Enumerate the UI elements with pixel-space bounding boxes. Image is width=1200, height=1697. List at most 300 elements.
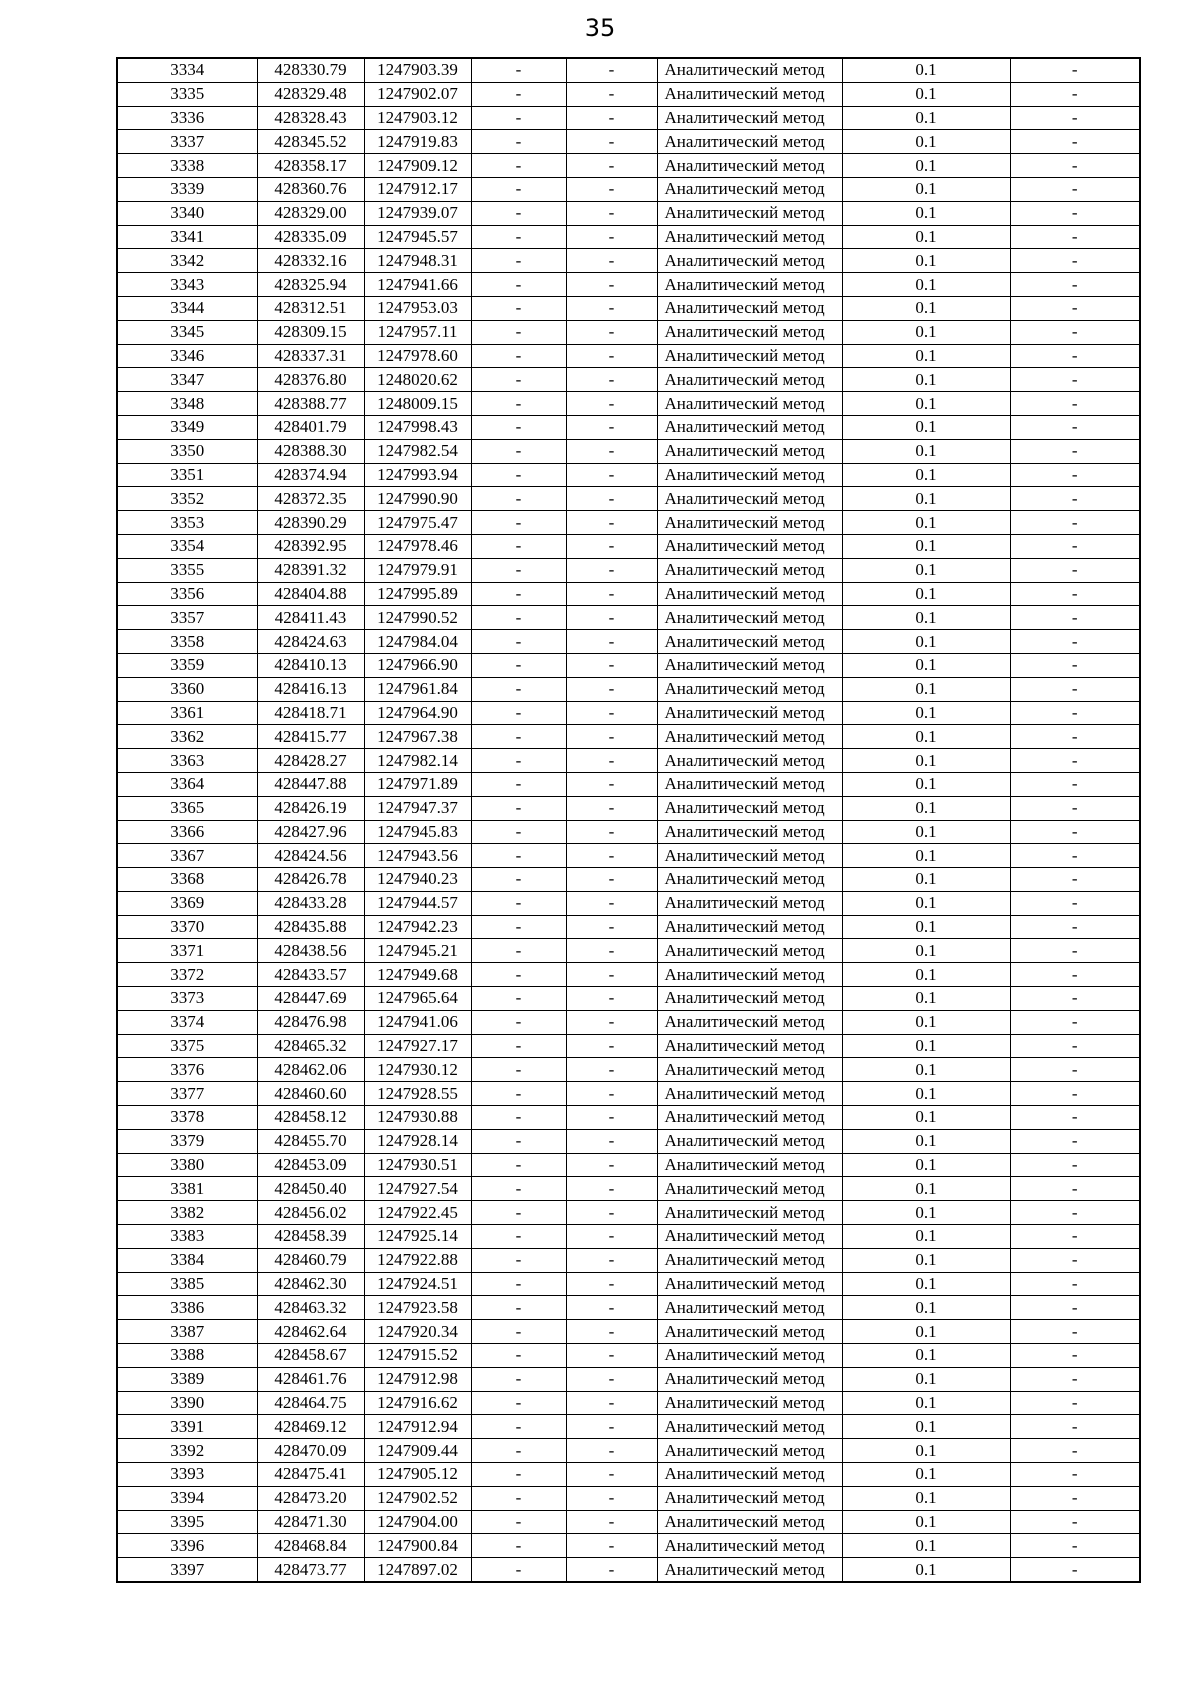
empty-value-cell: - [566, 1510, 657, 1534]
empty-value-cell: - [1010, 1415, 1140, 1439]
table-row [117, 630, 1140, 654]
empty-value-cell: - [1010, 1391, 1140, 1415]
table-row [117, 1367, 1140, 1391]
empty-value-cell: - [566, 677, 657, 701]
empty-value-cell: - [566, 1129, 657, 1153]
table-row [117, 1248, 1140, 1272]
accuracy-cell: 0.1 [842, 558, 1010, 582]
x-coordinate-cell: 428330.79 [257, 58, 364, 82]
empty-value-cell: - [566, 1225, 657, 1249]
method-cell: Аналитический метод [657, 939, 842, 963]
point-number-cell: 3380 [117, 1153, 257, 1177]
empty-value-cell: - [1010, 463, 1140, 487]
empty-value-cell: - [1010, 415, 1140, 439]
point-number-cell: 3383 [117, 1225, 257, 1249]
empty-value-cell: - [566, 534, 657, 558]
empty-value-cell: - [1010, 320, 1140, 344]
empty-value-cell: - [1010, 772, 1140, 796]
point-number-cell: 3351 [117, 463, 257, 487]
empty-value-cell: - [471, 1510, 566, 1534]
method-cell: Аналитический метод [657, 772, 842, 796]
point-number-cell: 3357 [117, 606, 257, 630]
empty-value-cell: - [566, 344, 657, 368]
empty-value-cell: - [1010, 344, 1140, 368]
accuracy-cell: 0.1 [842, 1463, 1010, 1487]
empty-value-cell: - [566, 749, 657, 773]
empty-value-cell: - [471, 1272, 566, 1296]
empty-value-cell: - [471, 296, 566, 320]
empty-value-cell: - [1010, 273, 1140, 297]
point-number-cell: 3382 [117, 1201, 257, 1225]
x-coordinate-cell: 428473.77 [257, 1558, 364, 1582]
point-number-cell: 3365 [117, 796, 257, 820]
point-number-cell: 3361 [117, 701, 257, 725]
empty-value-cell: - [471, 273, 566, 297]
empty-value-cell: - [566, 1248, 657, 1272]
x-coordinate-cell: 428358.17 [257, 154, 364, 178]
empty-value-cell: - [1010, 606, 1140, 630]
method-cell: Аналитический метод [657, 106, 842, 130]
method-cell: Аналитический метод [657, 415, 842, 439]
table-body [117, 58, 1140, 1582]
y-coordinate-cell: 1247903.12 [364, 106, 471, 130]
empty-value-cell: - [471, 58, 566, 82]
empty-value-cell: - [566, 891, 657, 915]
table-row [117, 463, 1140, 487]
empty-value-cell: - [566, 273, 657, 297]
empty-value-cell: - [566, 987, 657, 1011]
point-number-cell: 3347 [117, 368, 257, 392]
empty-value-cell: - [471, 987, 566, 1011]
y-coordinate-cell: 1247909.44 [364, 1439, 471, 1463]
x-coordinate-cell: 428337.31 [257, 344, 364, 368]
point-number-cell: 3367 [117, 844, 257, 868]
table-row [117, 1153, 1140, 1177]
method-cell: Аналитический метод [657, 915, 842, 939]
y-coordinate-cell: 1247949.68 [364, 963, 471, 987]
y-coordinate-cell: 1247998.43 [364, 415, 471, 439]
accuracy-cell: 0.1 [842, 1534, 1010, 1558]
empty-value-cell: - [1010, 154, 1140, 178]
empty-value-cell: - [1010, 796, 1140, 820]
method-cell: Аналитический метод [657, 534, 842, 558]
point-number-cell: 3341 [117, 225, 257, 249]
accuracy-cell: 0.1 [842, 1415, 1010, 1439]
y-coordinate-cell: 1247902.52 [364, 1486, 471, 1510]
empty-value-cell: - [1010, 1486, 1140, 1510]
method-cell: Аналитический метод [657, 963, 842, 987]
empty-value-cell: - [471, 915, 566, 939]
empty-value-cell: - [566, 1058, 657, 1082]
empty-value-cell: - [1010, 653, 1140, 677]
method-cell: Аналитический метод [657, 1153, 842, 1177]
empty-value-cell: - [471, 1415, 566, 1439]
empty-value-cell: - [1010, 1558, 1140, 1582]
empty-value-cell: - [471, 1534, 566, 1558]
point-number-cell: 3390 [117, 1391, 257, 1415]
empty-value-cell: - [471, 1106, 566, 1130]
table-row [117, 772, 1140, 796]
y-coordinate-cell: 1247930.51 [364, 1153, 471, 1177]
accuracy-cell: 0.1 [842, 987, 1010, 1011]
y-coordinate-cell: 1248009.15 [364, 392, 471, 416]
x-coordinate-cell: 428392.95 [257, 534, 364, 558]
table-row [117, 487, 1140, 511]
x-coordinate-cell: 428376.80 [257, 368, 364, 392]
point-number-cell: 3397 [117, 1558, 257, 1582]
point-number-cell: 3377 [117, 1082, 257, 1106]
empty-value-cell: - [566, 630, 657, 654]
method-cell: Аналитический метод [657, 1225, 842, 1249]
point-number-cell: 3350 [117, 439, 257, 463]
table-row [117, 368, 1140, 392]
empty-value-cell: - [1010, 1272, 1140, 1296]
x-coordinate-cell: 428418.71 [257, 701, 364, 725]
table-row [117, 1272, 1140, 1296]
empty-value-cell: - [1010, 201, 1140, 225]
table-row [117, 439, 1140, 463]
x-coordinate-cell: 428390.29 [257, 511, 364, 535]
table-row [117, 1296, 1140, 1320]
empty-value-cell: - [471, 891, 566, 915]
y-coordinate-cell: 1247927.54 [364, 1177, 471, 1201]
empty-value-cell: - [471, 606, 566, 630]
table-row [117, 868, 1140, 892]
accuracy-cell: 0.1 [842, 1367, 1010, 1391]
table-row [117, 534, 1140, 558]
accuracy-cell: 0.1 [842, 582, 1010, 606]
accuracy-cell: 0.1 [842, 130, 1010, 154]
empty-value-cell: - [471, 796, 566, 820]
empty-value-cell: - [566, 606, 657, 630]
empty-value-cell: - [566, 1272, 657, 1296]
empty-value-cell: - [471, 1153, 566, 1177]
empty-value-cell: - [566, 963, 657, 987]
empty-value-cell: - [471, 582, 566, 606]
table-row [117, 106, 1140, 130]
method-cell: Аналитический метод [657, 868, 842, 892]
method-cell: Аналитический метод [657, 891, 842, 915]
empty-value-cell: - [471, 1296, 566, 1320]
x-coordinate-cell: 428427.96 [257, 820, 364, 844]
accuracy-cell: 0.1 [842, 249, 1010, 273]
empty-value-cell: - [471, 868, 566, 892]
empty-value-cell: - [471, 392, 566, 416]
y-coordinate-cell: 1247971.89 [364, 772, 471, 796]
empty-value-cell: - [1010, 1225, 1140, 1249]
table-row [117, 201, 1140, 225]
table-row [117, 725, 1140, 749]
point-number-cell: 3396 [117, 1534, 257, 1558]
x-coordinate-cell: 428328.43 [257, 106, 364, 130]
y-coordinate-cell: 1247924.51 [364, 1272, 471, 1296]
empty-value-cell: - [566, 368, 657, 392]
method-cell: Аналитический метод [657, 1510, 842, 1534]
empty-value-cell: - [1010, 1534, 1140, 1558]
empty-value-cell: - [566, 772, 657, 796]
y-coordinate-cell: 1247904.00 [364, 1510, 471, 1534]
y-coordinate-cell: 1247905.12 [364, 1463, 471, 1487]
accuracy-cell: 0.1 [842, 201, 1010, 225]
method-cell: Аналитический метод [657, 677, 842, 701]
empty-value-cell: - [1010, 1177, 1140, 1201]
method-cell: Аналитический метод [657, 1296, 842, 1320]
accuracy-cell: 0.1 [842, 1344, 1010, 1368]
point-number-cell: 3355 [117, 558, 257, 582]
table-row [117, 558, 1140, 582]
method-cell: Аналитический метод [657, 463, 842, 487]
empty-value-cell: - [566, 1344, 657, 1368]
x-coordinate-cell: 428470.09 [257, 1439, 364, 1463]
empty-value-cell: - [566, 392, 657, 416]
empty-value-cell: - [471, 749, 566, 773]
empty-value-cell: - [471, 701, 566, 725]
x-coordinate-cell: 428475.41 [257, 1463, 364, 1487]
empty-value-cell: - [1010, 725, 1140, 749]
accuracy-cell: 0.1 [842, 677, 1010, 701]
x-coordinate-cell: 428391.32 [257, 558, 364, 582]
empty-value-cell: - [1010, 225, 1140, 249]
y-coordinate-cell: 1247993.94 [364, 463, 471, 487]
table-row [117, 1201, 1140, 1225]
empty-value-cell: - [566, 320, 657, 344]
x-coordinate-cell: 428468.84 [257, 1534, 364, 1558]
accuracy-cell: 0.1 [842, 392, 1010, 416]
x-coordinate-cell: 428463.32 [257, 1296, 364, 1320]
table-row [117, 1344, 1140, 1368]
point-number-cell: 3346 [117, 344, 257, 368]
accuracy-cell: 0.1 [842, 368, 1010, 392]
empty-value-cell: - [471, 939, 566, 963]
empty-value-cell: - [1010, 1010, 1140, 1034]
y-coordinate-cell: 1247978.46 [364, 534, 471, 558]
empty-value-cell: - [1010, 439, 1140, 463]
empty-value-cell: - [566, 1415, 657, 1439]
x-coordinate-cell: 428428.27 [257, 749, 364, 773]
accuracy-cell: 0.1 [842, 225, 1010, 249]
accuracy-cell: 0.1 [842, 487, 1010, 511]
y-coordinate-cell: 1247961.84 [364, 677, 471, 701]
table-row [117, 1129, 1140, 1153]
empty-value-cell: - [471, 225, 566, 249]
point-number-cell: 3372 [117, 963, 257, 987]
x-coordinate-cell: 428404.88 [257, 582, 364, 606]
method-cell: Аналитический метод [657, 201, 842, 225]
point-number-cell: 3340 [117, 201, 257, 225]
empty-value-cell: - [566, 915, 657, 939]
empty-value-cell: - [1010, 558, 1140, 582]
x-coordinate-cell: 428464.75 [257, 1391, 364, 1415]
empty-value-cell: - [471, 463, 566, 487]
y-coordinate-cell: 1247945.83 [364, 820, 471, 844]
method-cell: Аналитический метод [657, 1272, 842, 1296]
point-number-cell: 3394 [117, 1486, 257, 1510]
point-number-cell: 3344 [117, 296, 257, 320]
y-coordinate-cell: 1247942.23 [364, 915, 471, 939]
x-coordinate-cell: 428335.09 [257, 225, 364, 249]
x-coordinate-cell: 428455.70 [257, 1129, 364, 1153]
empty-value-cell: - [566, 1010, 657, 1034]
x-coordinate-cell: 428460.79 [257, 1248, 364, 1272]
accuracy-cell: 0.1 [842, 725, 1010, 749]
table-row [117, 58, 1140, 82]
accuracy-cell: 0.1 [842, 1058, 1010, 1082]
table-row [117, 582, 1140, 606]
x-coordinate-cell: 428476.98 [257, 1010, 364, 1034]
empty-value-cell: - [1010, 844, 1140, 868]
table-row [117, 749, 1140, 773]
empty-value-cell: - [471, 558, 566, 582]
accuracy-cell: 0.1 [842, 1010, 1010, 1034]
x-coordinate-cell: 428450.40 [257, 1177, 364, 1201]
accuracy-cell: 0.1 [842, 1248, 1010, 1272]
empty-value-cell: - [1010, 177, 1140, 201]
method-cell: Аналитический метод [657, 368, 842, 392]
point-number-cell: 3345 [117, 320, 257, 344]
method-cell: Аналитический метод [657, 1129, 842, 1153]
empty-value-cell: - [566, 1177, 657, 1201]
y-coordinate-cell: 1247982.14 [364, 749, 471, 773]
x-coordinate-cell: 428456.02 [257, 1201, 364, 1225]
empty-value-cell: - [1010, 820, 1140, 844]
table-row [117, 1415, 1140, 1439]
empty-value-cell: - [1010, 987, 1140, 1011]
y-coordinate-cell: 1247912.94 [364, 1415, 471, 1439]
empty-value-cell: - [471, 1344, 566, 1368]
method-cell: Аналитический метод [657, 58, 842, 82]
accuracy-cell: 0.1 [842, 344, 1010, 368]
y-coordinate-cell: 1247965.64 [364, 987, 471, 1011]
empty-value-cell: - [471, 344, 566, 368]
accuracy-cell: 0.1 [842, 701, 1010, 725]
accuracy-cell: 0.1 [842, 177, 1010, 201]
y-coordinate-cell: 1247979.91 [364, 558, 471, 582]
empty-value-cell: - [566, 701, 657, 725]
empty-value-cell: - [471, 772, 566, 796]
point-number-cell: 3384 [117, 1248, 257, 1272]
point-number-cell: 3378 [117, 1106, 257, 1130]
empty-value-cell: - [566, 844, 657, 868]
x-coordinate-cell: 428461.76 [257, 1367, 364, 1391]
empty-value-cell: - [1010, 130, 1140, 154]
empty-value-cell: - [1010, 1153, 1140, 1177]
empty-value-cell: - [566, 249, 657, 273]
method-cell: Аналитический метод [657, 1248, 842, 1272]
table-row [117, 796, 1140, 820]
y-coordinate-cell: 1247984.04 [364, 630, 471, 654]
empty-value-cell: - [1010, 58, 1140, 82]
y-coordinate-cell: 1247947.37 [364, 796, 471, 820]
empty-value-cell: - [1010, 1296, 1140, 1320]
point-number-cell: 3388 [117, 1344, 257, 1368]
x-coordinate-cell: 428410.13 [257, 653, 364, 677]
empty-value-cell: - [566, 106, 657, 130]
x-coordinate-cell: 428426.78 [257, 868, 364, 892]
empty-value-cell: - [566, 225, 657, 249]
accuracy-cell: 0.1 [842, 915, 1010, 939]
empty-value-cell: - [1010, 1058, 1140, 1082]
y-coordinate-cell: 1247915.52 [364, 1344, 471, 1368]
method-cell: Аналитический метод [657, 1010, 842, 1034]
x-coordinate-cell: 428424.63 [257, 630, 364, 654]
method-cell: Аналитический метод [657, 1486, 842, 1510]
x-coordinate-cell: 428453.09 [257, 1153, 364, 1177]
accuracy-cell: 0.1 [842, 82, 1010, 106]
empty-value-cell: - [1010, 630, 1140, 654]
point-number-cell: 3338 [117, 154, 257, 178]
x-coordinate-cell: 428329.00 [257, 201, 364, 225]
y-coordinate-cell: 1247995.89 [364, 582, 471, 606]
accuracy-cell: 0.1 [842, 868, 1010, 892]
table-row [117, 273, 1140, 297]
empty-value-cell: - [566, 820, 657, 844]
empty-value-cell: - [1010, 939, 1140, 963]
table-row [117, 891, 1140, 915]
table-row [117, 606, 1140, 630]
point-number-cell: 3363 [117, 749, 257, 773]
empty-value-cell: - [566, 130, 657, 154]
point-number-cell: 3364 [117, 772, 257, 796]
method-cell: Аналитический метод [657, 1058, 842, 1082]
method-cell: Аналитический метод [657, 582, 842, 606]
coordinates-table [116, 57, 1141, 1583]
y-coordinate-cell: 1247925.14 [364, 1225, 471, 1249]
accuracy-cell: 0.1 [842, 630, 1010, 654]
method-cell: Аналитический метод [657, 1082, 842, 1106]
point-number-cell: 3368 [117, 868, 257, 892]
method-cell: Аналитический метод [657, 511, 842, 535]
method-cell: Аналитический метод [657, 296, 842, 320]
empty-value-cell: - [566, 82, 657, 106]
method-cell: Аналитический метод [657, 725, 842, 749]
y-coordinate-cell: 1247922.45 [364, 1201, 471, 1225]
empty-value-cell: - [1010, 82, 1140, 106]
empty-value-cell: - [1010, 1129, 1140, 1153]
point-number-cell: 3362 [117, 725, 257, 749]
method-cell: Аналитический метод [657, 249, 842, 273]
table-row [117, 225, 1140, 249]
empty-value-cell: - [1010, 749, 1140, 773]
accuracy-cell: 0.1 [842, 154, 1010, 178]
point-number-cell: 3387 [117, 1320, 257, 1344]
y-coordinate-cell: 1247919.83 [364, 130, 471, 154]
empty-value-cell: - [566, 201, 657, 225]
empty-value-cell: - [566, 1106, 657, 1130]
accuracy-cell: 0.1 [842, 1510, 1010, 1534]
empty-value-cell: - [471, 1129, 566, 1153]
accuracy-cell: 0.1 [842, 1439, 1010, 1463]
table-row [117, 1034, 1140, 1058]
accuracy-cell: 0.1 [842, 796, 1010, 820]
x-coordinate-cell: 428415.77 [257, 725, 364, 749]
x-coordinate-cell: 428438.56 [257, 939, 364, 963]
accuracy-cell: 0.1 [842, 820, 1010, 844]
method-cell: Аналитический метод [657, 749, 842, 773]
y-coordinate-cell: 1247900.84 [364, 1534, 471, 1558]
accuracy-cell: 0.1 [842, 106, 1010, 130]
accuracy-cell: 0.1 [842, 1129, 1010, 1153]
empty-value-cell: - [566, 796, 657, 820]
empty-value-cell: - [566, 1463, 657, 1487]
empty-value-cell: - [471, 844, 566, 868]
point-number-cell: 3375 [117, 1034, 257, 1058]
point-number-cell: 3392 [117, 1439, 257, 1463]
method-cell: Аналитический метод [657, 177, 842, 201]
empty-value-cell: - [1010, 511, 1140, 535]
x-coordinate-cell: 428332.16 [257, 249, 364, 273]
x-coordinate-cell: 428471.30 [257, 1510, 364, 1534]
accuracy-cell: 0.1 [842, 653, 1010, 677]
